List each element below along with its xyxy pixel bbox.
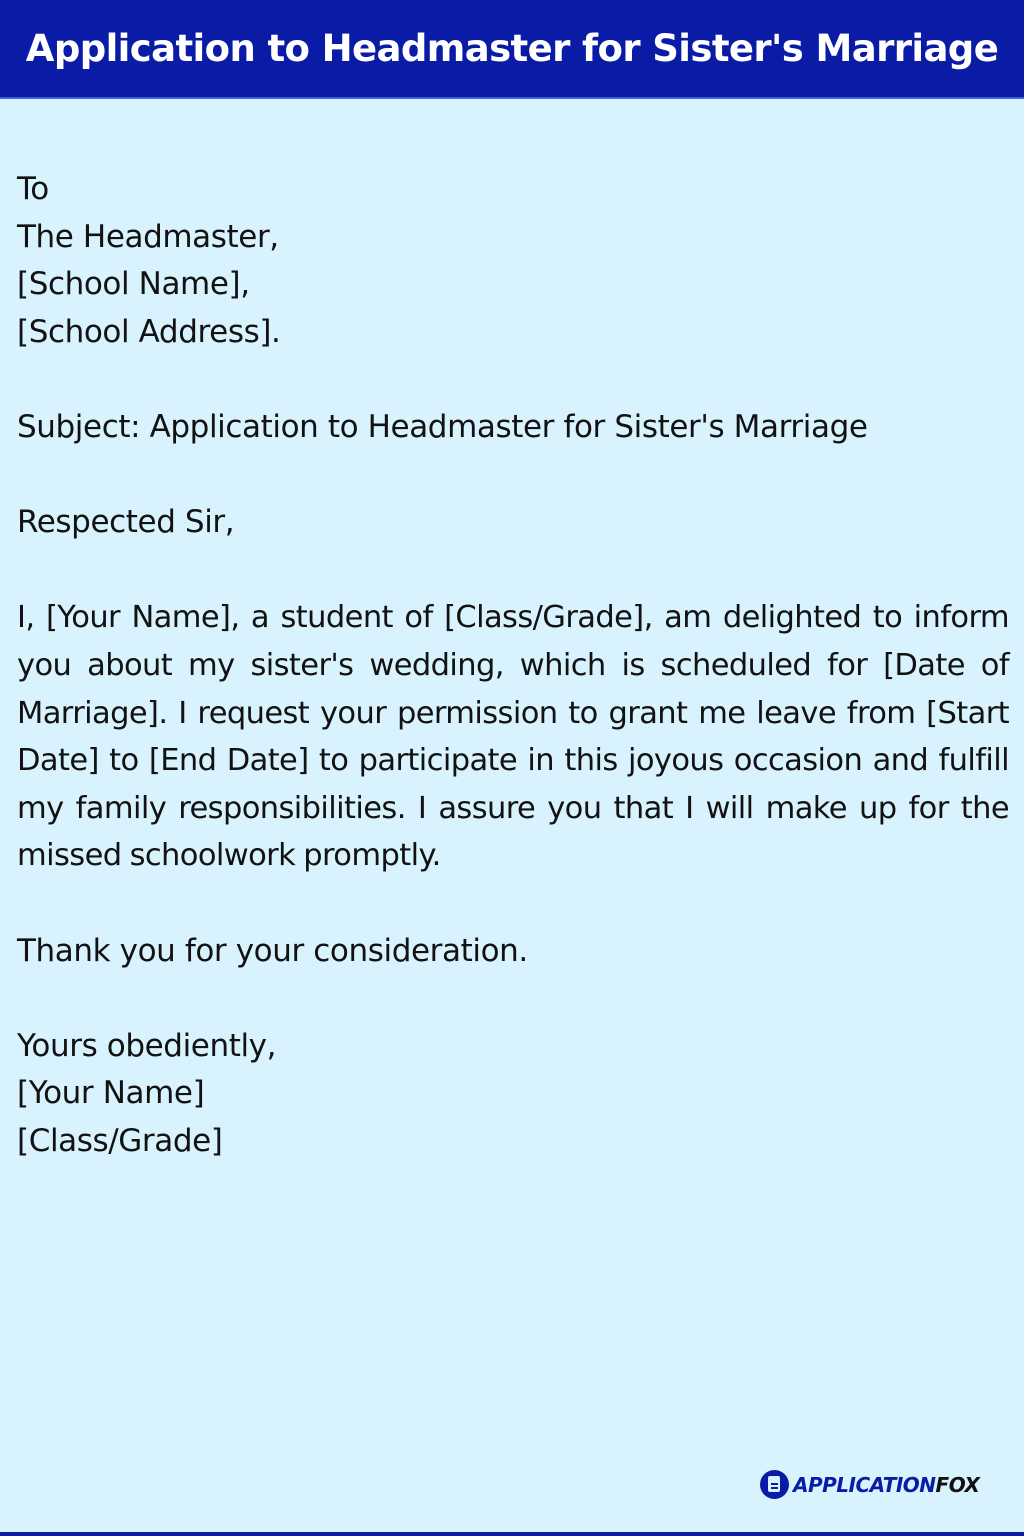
logo-text-application: APPLICATION xyxy=(793,1472,936,1497)
page-title: Application to Headmaster for Sister's Marriage xyxy=(25,27,999,70)
logo-text xyxy=(793,1473,979,1497)
logo-text-fox: FOX xyxy=(935,1472,980,1497)
letter-paragraph: I, [Your Name], a student of [Class/Grade], am delighted to inform you about my sister's wedding, which is scheduled for [Date of Marriage]. I request your permission to grant me leave from [Start Date] to [End Date] to participate in this joyous occasion and fulfill my family responsibilities. I assure you that I will make up for the missed schoolwork promptly. xyxy=(17,600,1009,874)
letter-subject: Subject: Application to Headmaster for Sister's Marriage xyxy=(17,408,868,445)
letter-sender-name: [Your Name] xyxy=(17,1075,205,1112)
spacer xyxy=(17,975,1009,1023)
letter-to: To xyxy=(17,171,49,207)
letter-recipient: The Headmaster, xyxy=(17,218,279,255)
letter-sender-class: [Class/Grade] xyxy=(17,1122,223,1159)
applicationfox-logo xyxy=(760,1470,979,1499)
letter-body xyxy=(17,166,1009,1165)
spacer xyxy=(17,356,1009,404)
spacer xyxy=(17,452,1009,500)
header-banner xyxy=(0,0,1024,99)
spacer xyxy=(17,880,1009,928)
letter-thanks: Thank you for your consideration. xyxy=(17,932,528,969)
bottom-border xyxy=(0,1532,1024,1536)
letter-school-address: [School Address]. xyxy=(17,313,281,350)
document-icon xyxy=(760,1470,789,1499)
letter-closing: Yours obediently, xyxy=(17,1027,277,1064)
spacer xyxy=(17,547,1009,595)
letter-salutation: Respected Sir, xyxy=(17,504,235,541)
letter-school-name: [School Name], xyxy=(17,266,250,303)
